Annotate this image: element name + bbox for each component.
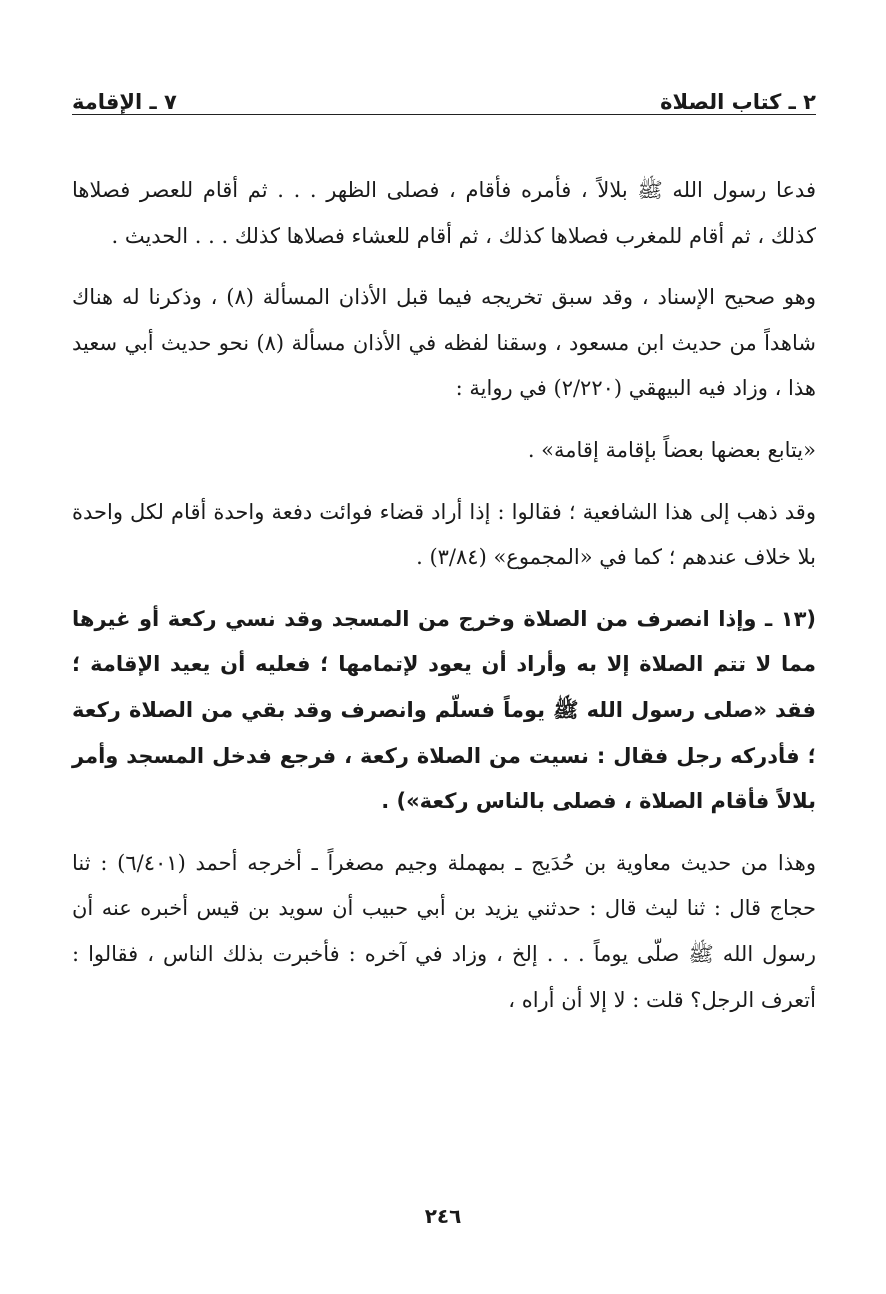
header-chapter-title: ٧ ـ الإقامة [72,90,177,114]
page-body [72,168,816,1039]
paragraph-rule-13: (١٣ ـ وإذا انصرف من الصلاة وخرج من المسجد وقد نسي ركعة أو غيرها مما لا تتم الصلاة إلا به وأراد أن يعود لإتمامها ؛ فعليه أن يعيد الإقامة ؛ فقد «صلى رسول الله ﷺ يوماً فسلّم وانصرف وقد بقي من الصلاة ركعة ؛ فأدركه رجل فقال : نسيت من الصلاة ركعة ، فرجع فدخل المسجد وأمر بلالاً فأقام الصلاة ، فصلى بالناس ركعة») . [72,606,816,814]
header-book-title: ٢ ـ كتاب الصلاة [660,90,816,114]
paragraph-quote: «يتابع بعضها بعضاً بإقامة إقامة» . [527,437,816,462]
paragraph-isnad-note: وهو صحيح الإسناد ، وقد سبق تخريجه فيما قبل الأذان المسألة (٨) ، وذكرنا له هناك شاهداً من حديث ابن مسعود ، وسقنا لفظه في الأذان مسألة (٨) نحو حديث أبي سعيد هذا ، وزاد فيه البيهقي (٢/٢٢٠) في رواية : [72,285,816,401]
paragraph-takhrij: وهذا من حديث معاوية بن حُدَيج ـ بمهملة وجيم مصغراً ـ أخرجه أحمد (٦/٤٠١) : ثنا حجاج قال : ثنا ليث قال : حدثني يزيد بن أبي حبيب أن سويد بن قيس أخبره عنه أن رسول الله ﷺ صلّى يوماً . . . إلخ ، وزاد في آخره : فأخبرت بذلك الناس ، فقالوا : أتعرف الرجل؟ قلت : لا إلا أن أراه ، [72,850,816,1012]
paragraph-shafii-note: وقد ذهب إلى هذا الشافعية ؛ فقالوا : إذا أراد قضاء فوائت دفعة واحدة أقام لكل واحدة بلا خلاف عندهم ؛ كما في «المجموع» (٣/٨٤) . [72,499,816,570]
page-number: ٢٤٦ [424,1204,462,1228]
paragraph-hadith-continuation: فدعا رسول الله ﷺ بلالاً ، فأمره فأقام ، فصلى الظهر . . . ثم أقام للعصر فصلاها كذلك ، ثم أقام للمغرب فصلاها كذلك ، ثم أقام للعشاء فصلاها كذلك . . . الحديث . [72,178,816,248]
header-divider [72,114,816,115]
running-header [72,78,816,114]
